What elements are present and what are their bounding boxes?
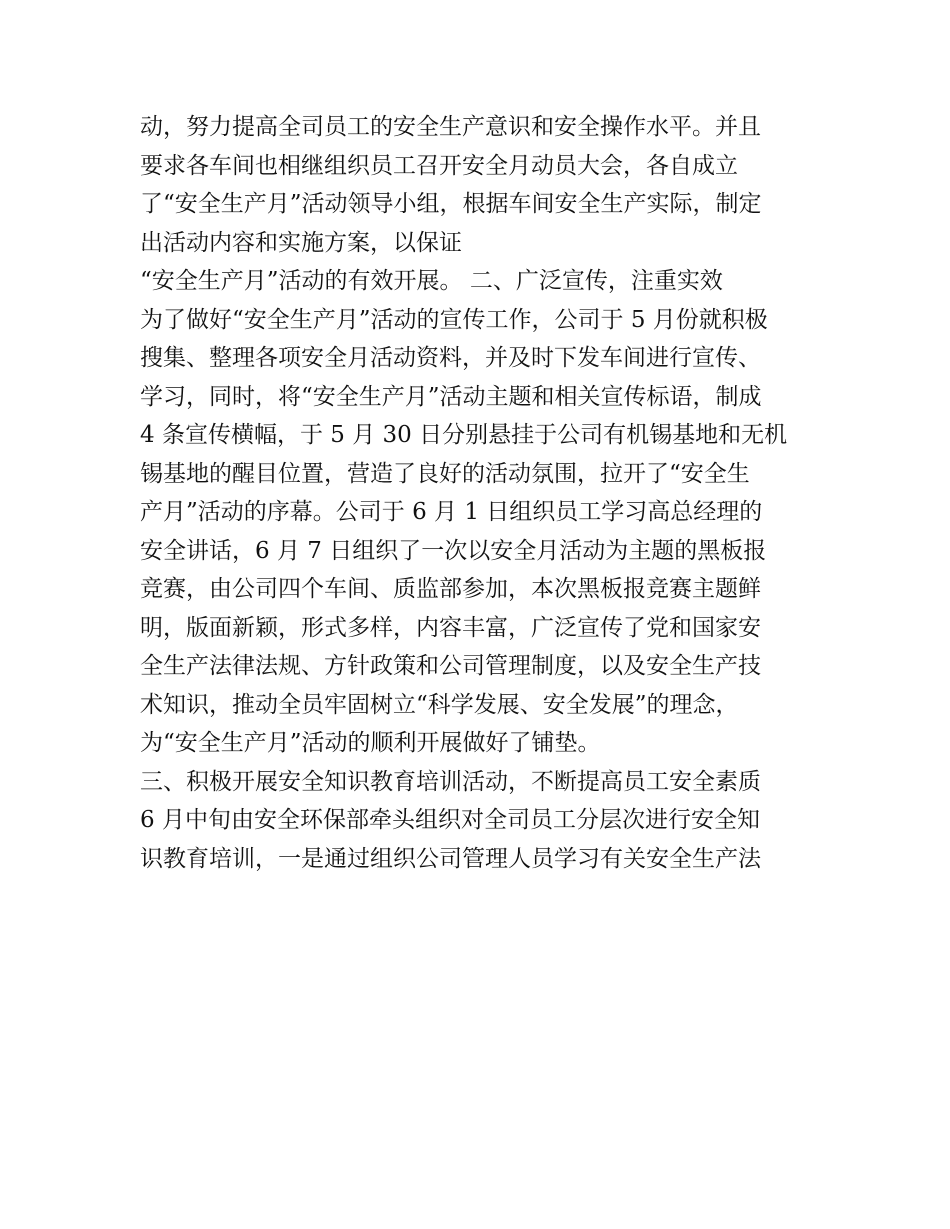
text-line: 安全讲话，6 月 7 日组织了一次以安全月活动为主题的黑板报 [140, 537, 767, 564]
section-heading-line: 三、积极开展安全知识教育培训活动，不断提高员工安全素质 [140, 768, 761, 795]
text-line: 明，版面新颖，形式多样，内容丰富，广泛宣传了党和国家安 [140, 614, 761, 641]
text-line: 6 月中旬由安全环保部牵头组织对全司员工分层次进行安全知 [140, 807, 760, 833]
text-line: 为了做好“安全生产月”活动的宣传工作，公司于 5 月份就积极 [140, 306, 768, 333]
text-line: 动，努力提高全司员工的安全生产意识和安全操作水平。并且 [140, 114, 761, 140]
text-line: 产月”活动的序幕。公司于 6 月 1 日组织员工学习高总经理的 [140, 499, 763, 525]
text-line: 术知识，推动全员牢固树立“科学发展、安全发展”的理念， [140, 691, 739, 718]
text-line: 为“安全生产月”活动的顺利开展做好了铺垫。 [140, 730, 601, 756]
text-line: 学习，同时，将“安全生产月”活动主题和相关宣传标语，制成 [140, 383, 762, 410]
text-line: 4 条宣传横幅，于 5 月 30 日分别悬挂于公司有机锡基地和无机 [140, 422, 788, 448]
text-line: 全生产法律法规、方针政策和公司管理制度，以及安全生产技 [140, 653, 761, 679]
section-heading-line: “安全生产月”活动的有效开展。 二、广泛宣传，注重实效 [140, 268, 723, 294]
text-line: 了“安全生产月”活动领导小组，根据车间安全生产实际，制定 [140, 191, 762, 217]
text-line: 要求各车间也相继组织员工召开安全月动员大会，各自成立 [140, 152, 738, 179]
text-line: 锡基地的醒目位置，营造了良好的活动氛围，拉开了“安全生 [140, 460, 750, 487]
text-line: 竞赛，由公司四个车间、质监部参加，本次黑板报竞赛主题鲜 [140, 576, 761, 602]
text-line: 搜集、整理各项安全月活动资料，并及时下发车间进行宣传、 [140, 345, 761, 371]
text-line: 识教育培训，一是通过组织公司管理人员学习有关安全生产法 [140, 845, 761, 872]
document-body [140, 108, 820, 878]
text-line: 出活动内容和实施方案，以保证 [140, 229, 462, 256]
